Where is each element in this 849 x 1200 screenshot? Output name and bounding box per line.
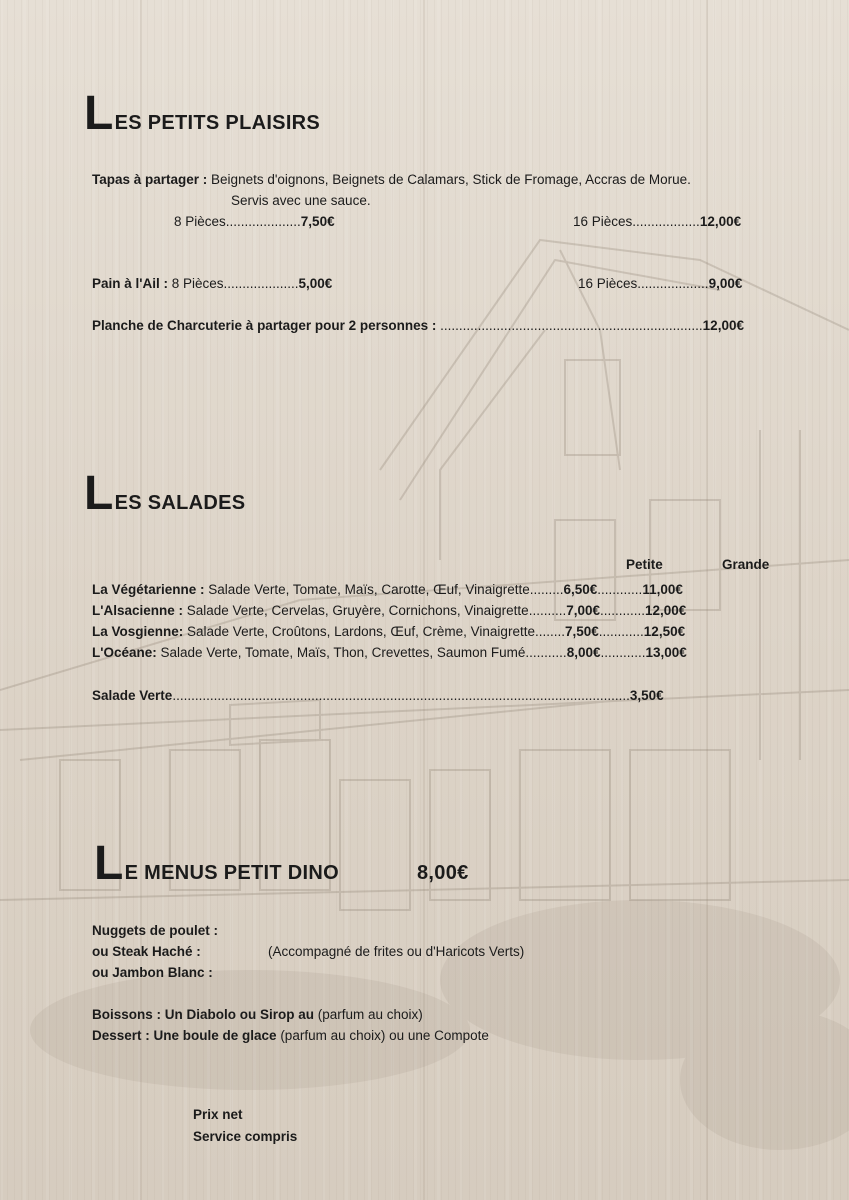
- salade-petite-price: 7,50€: [564, 624, 599, 639]
- planche-dots: ......................................................................: [436, 318, 703, 333]
- salade-desc: Salade Verte, Croûtons, Lardons, Œuf, Crème, Vinaigrette: [183, 624, 535, 639]
- pain-8-dots: ....................: [223, 276, 299, 291]
- salade-dots: ............: [598, 624, 644, 639]
- salade-petite-price: 7,00€: [566, 603, 600, 618]
- section-title-salades: [84, 466, 245, 521]
- salade-verte-line: [92, 688, 732, 703]
- pain-8-line: [92, 276, 332, 291]
- menu-petit-dino-price: 8,00€: [417, 862, 469, 884]
- footer-line: Service compris: [193, 1129, 298, 1144]
- tapas-desc-2: Servis avec une sauce.: [231, 193, 371, 208]
- salade-row: [92, 582, 683, 597]
- pain-8-label: 8 Pièces: [167, 276, 224, 291]
- tapas-8-price: 7,50€: [300, 214, 335, 229]
- menu-item-jambon: [92, 965, 213, 980]
- salade-dots: ...........: [525, 645, 567, 660]
- salade-verte-price: 3,50€: [629, 688, 664, 703]
- menu-accompaniment: (Accompagné de frites ou d'Haricots Verts): [268, 944, 525, 959]
- boissons-rest: (parfum au choix): [314, 1007, 423, 1022]
- tapas-8-line: [174, 214, 335, 229]
- salade-petite-price: 8,00€: [566, 645, 601, 660]
- tapas-8-dots: ....................: [225, 214, 301, 229]
- column-header-grande: Grande: [722, 557, 770, 572]
- title-rest: ES SALADES: [114, 492, 246, 514]
- salade-desc: Salade Verte, Tomate, Maïs, Carotte, Œuf, Vinaigrette: [204, 582, 530, 597]
- section-title-petits-plaisirs: [84, 86, 320, 141]
- tapas-16-dots: ..................: [632, 214, 700, 229]
- salade-row: [92, 603, 686, 618]
- salade-verte-dots: ..........................................................................................................................: [172, 688, 630, 703]
- tapas-16-label: 16 Pièces: [573, 214, 633, 229]
- salade-grande-price: 11,00€: [642, 582, 683, 597]
- footer-prix-net: [193, 1107, 243, 1122]
- title-initial: L: [84, 87, 114, 140]
- planche-price: 12,00€: [702, 318, 744, 333]
- salade-grande-price: 12,50€: [643, 624, 686, 639]
- planche-line: [92, 318, 744, 333]
- section-title-menu-petit-dino: [94, 836, 339, 891]
- salade-dots: .........: [529, 582, 564, 597]
- salade-dots: ............: [600, 645, 646, 660]
- menu-boissons: [92, 1007, 423, 1022]
- footer-line: Prix net: [193, 1107, 243, 1122]
- salade-name: L'Océane:: [92, 645, 157, 660]
- pain-16-price: 9,00€: [708, 276, 743, 291]
- menu-item-label: ou Jambon Blanc :: [92, 965, 213, 980]
- salade-petite-price: 6,50€: [563, 582, 598, 597]
- title-rest: ES PETITS PLAISIRS: [114, 112, 321, 134]
- tapas-16-price: 12,00€: [699, 214, 742, 229]
- salade-name: La Végétarienne :: [92, 582, 205, 597]
- boissons-label: Boissons : Un Diabolo ou Sirop au: [92, 1007, 315, 1022]
- tapas-line: [92, 172, 691, 187]
- footer-service-compris: [193, 1129, 297, 1144]
- title-initial: L: [84, 467, 114, 520]
- menu-item-steak: [92, 944, 201, 959]
- salade-row: [92, 645, 687, 660]
- salade-dots: ............: [600, 603, 646, 618]
- salade-dots: ........: [534, 624, 565, 639]
- tapas-label: Tapas à partager :: [92, 172, 208, 187]
- salade-desc: Salade Verte, Cervelas, Gruyère, Cornichons, Vinaigrette: [183, 603, 529, 618]
- pain-label: Pain à l'Ail :: [92, 276, 168, 291]
- menu-item-label: ou Steak Haché :: [92, 944, 201, 959]
- title-rest: E MENUS PETIT DINO: [124, 862, 339, 884]
- salade-dots: ..........: [528, 603, 567, 618]
- pain-16-dots: ...................: [637, 276, 709, 291]
- tapas-desc: Beignets d'oignons, Beignets de Calamars, Stick de Fromage, Accras de Morue.: [207, 172, 691, 187]
- pain-8-price: 5,00€: [298, 276, 333, 291]
- salade-row: [92, 624, 685, 639]
- title-initial: L: [94, 837, 124, 890]
- tapas-16-line: [573, 214, 741, 229]
- salade-grande-price: 12,00€: [645, 603, 687, 618]
- column-header-petite: Petite: [626, 557, 663, 572]
- menu-dessert: [92, 1028, 489, 1043]
- menu-item-label: Nuggets de poulet :: [92, 923, 218, 938]
- dessert-rest: (parfum au choix) ou une Compote: [276, 1028, 489, 1043]
- dessert-label: Dessert : Une boule de glace: [92, 1028, 277, 1043]
- salade-grande-price: 13,00€: [645, 645, 687, 660]
- salade-name: La Vosgienne:: [92, 624, 184, 639]
- salade-desc: Salade Verte, Tomate, Maïs, Thon, Crevettes, Saumon Fumé: [156, 645, 526, 660]
- tapas-8-label: 8 Pièces: [174, 214, 226, 229]
- planche-label: Planche de Charcuterie à partager pour 2 personnes :: [92, 318, 437, 333]
- salade-name: L'Alsacienne :: [92, 603, 183, 618]
- salade-dots: ............: [597, 582, 643, 597]
- menu-item-nuggets: [92, 923, 218, 938]
- salade-verte-label: Salade Verte: [92, 688, 173, 703]
- pain-16-label: 16 Pièces: [578, 276, 638, 291]
- pain-16-line: [578, 276, 742, 291]
